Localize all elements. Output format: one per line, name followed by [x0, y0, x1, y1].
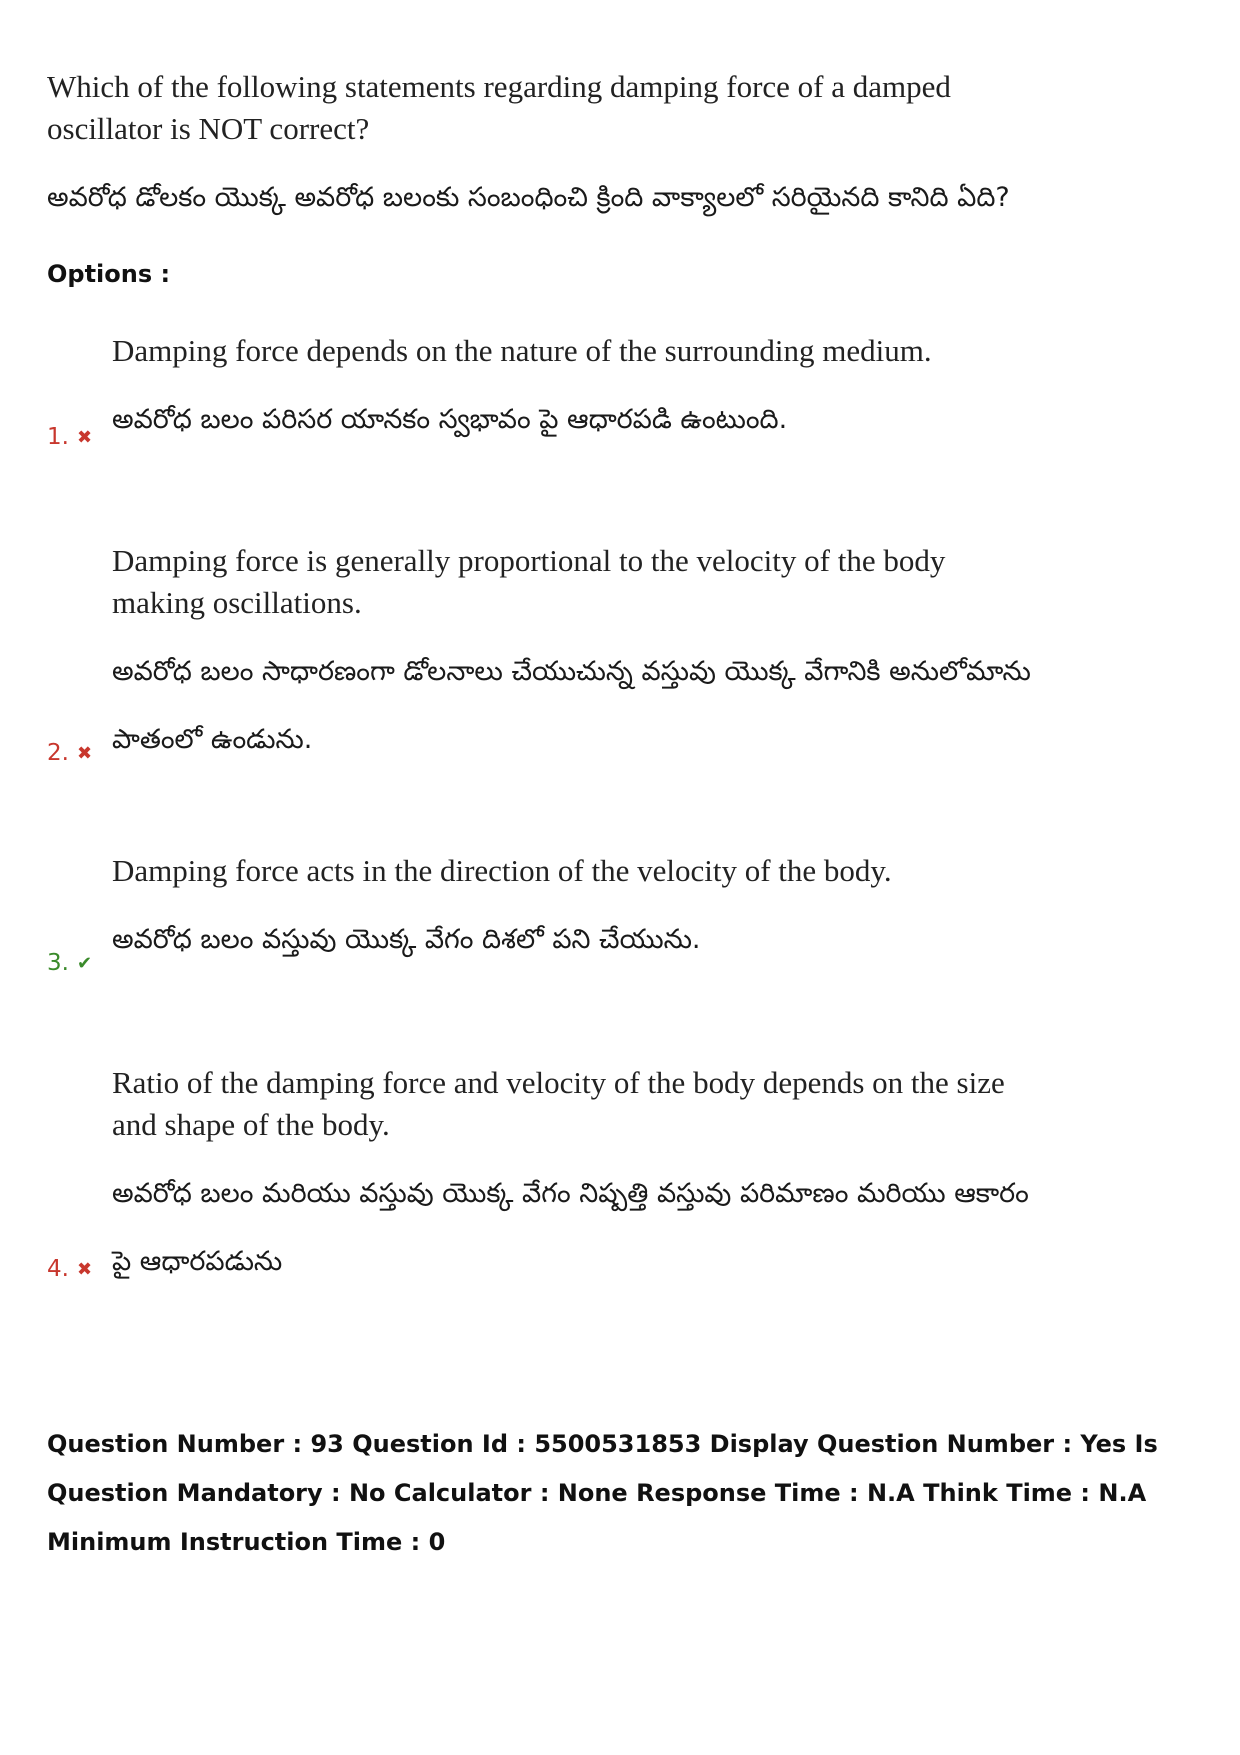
cross-icon: ✖ — [76, 1258, 93, 1280]
option-1-text-english: Damping force depends on the nature of the surrounding medium. — [112, 333, 932, 368]
option-2-number: 2. — [47, 740, 69, 766]
option-2-text-english: Damping force is generally proportional to the velocity of the body making oscillations. — [112, 543, 946, 620]
option-2-marker — [47, 740, 92, 766]
option-3-text-telugu: అవరోధ బలం వస్తువు యొక్క వేగం దిశలో పని చేయును. — [112, 924, 701, 955]
option-4-text-telugu: అవరోధ బలం మరియు వస్తువు యొక్క వేగం నిష్పత్తి వస్తువు పరిమాణం మరియు ఆకారం పై ఆధారపడును — [112, 1178, 1029, 1277]
cross-icon: ✖ — [76, 742, 93, 764]
option-4-text-english: Ratio of the damping force and velocity of the body depends on the size and shape of the body. — [112, 1065, 1005, 1142]
option-1-number: 1. — [47, 424, 69, 450]
option-3-marker — [47, 950, 92, 976]
options-label: Options : — [47, 260, 171, 288]
check-icon: ✔ — [76, 952, 93, 974]
option-4-marker — [47, 1256, 92, 1282]
option-1-marker — [47, 424, 92, 450]
option-2-text-telugu: అవరోధ బలం సాధారణంగా డోలనాలు చేయుచున్న వస్తువు యొక్క వేగానికి అనులోమాను పాతంలో ఉండును. — [112, 656, 1031, 755]
cross-icon: ✖ — [76, 426, 93, 448]
question-text-telugu: అవరోధ డోలకం యొక్క అవరోధ బలంకు సంబంధించి క్రింది వాక్యాలలో సరియైనది కానిది ఏది? — [47, 182, 1010, 213]
question-metadata: Question Number : 93 Question Id : 5500531853 Display Question Number : Yes Is Question Mandatory : No Calculator : None Response Time : N.A Think Time : N.A Minimum Instruction Time : 0 — [47, 1430, 1158, 1556]
option-3-text-english: Damping force acts in the direction of the velocity of the body. — [112, 853, 892, 888]
option-1-text-telugu: అవరోధ బలం పరిసర యానకం స్వభావం పై ఆధారపడి ఉంటుంది. — [112, 404, 788, 435]
question-text-english: Which of the following statements regarding damping force of a damped oscillator is NOT correct? — [47, 69, 951, 146]
option-3-number: 3. — [47, 950, 69, 976]
option-4-number: 4. — [47, 1256, 69, 1282]
